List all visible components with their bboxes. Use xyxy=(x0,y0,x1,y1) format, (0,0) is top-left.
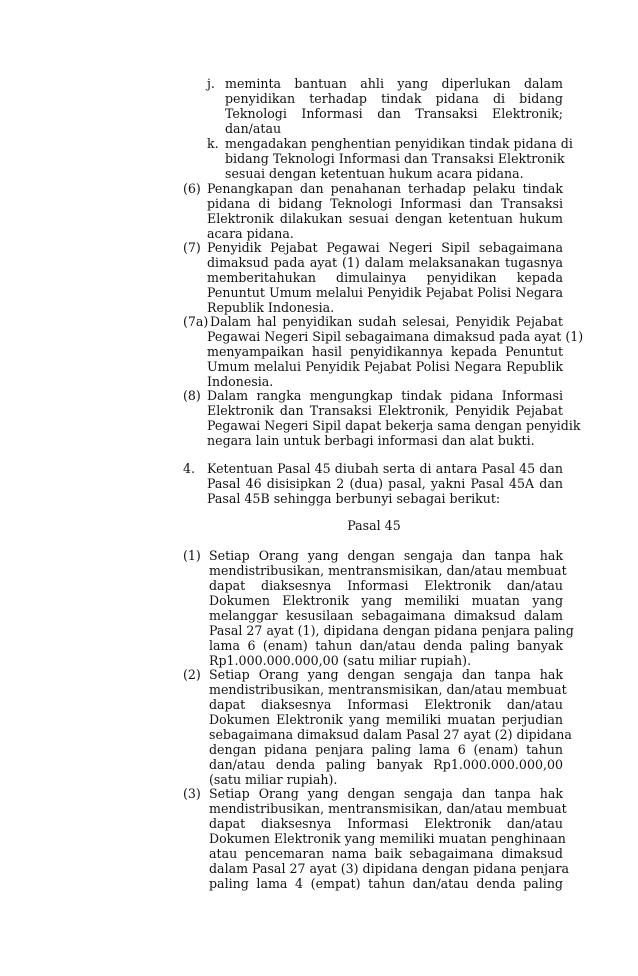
ayat-marker-7: (7) xyxy=(183,240,201,255)
ayat-1-line-4: Dokumen Elektronik yang memiliki muatan yang xyxy=(209,593,563,608)
item-k-line-3: sesuai dengan ketentuan hukum acara pidana. xyxy=(225,166,524,181)
item-k-line-1: mengadakan penghentian penyidikan tindak pidana di xyxy=(225,136,573,151)
ayat-7-line-5: Republik Indonesia. xyxy=(207,300,335,315)
ayat-7a-line-1: Dalam hal penyidikan sudah selesai, Penyidik Pejabat xyxy=(210,314,563,329)
ayat-8-line-1: Dalam rangka mengungkap tindak pidana Informasi xyxy=(207,388,563,403)
ayat-2-line-8: (satu miliar rupiah). xyxy=(209,772,338,787)
ayat-3-line-7: paling lama 4 (empat) tahun dan/atau denda paling xyxy=(209,876,563,891)
ayat-7a-line-3: menyampaikan hasil penyidikannya kepada Penuntut xyxy=(207,344,563,359)
ayat-6-line-1: Penangkapan dan penahanan terhadap pelaku tindak xyxy=(207,181,563,196)
ayat-7a-line-5: Indonesia. xyxy=(207,374,274,389)
ayat-3-line-2: mendistribusikan, mentransmisikan, dan/atau membuat xyxy=(209,801,567,816)
ayat-2-line-6: dengan pidana penjara paling lama 6 (enam) tahun xyxy=(209,742,563,757)
ayat-8-line-4: negara lain untuk berbagi informasi dan alat bukti. xyxy=(207,433,535,448)
ayat-1-line-2: mendistribusikan, mentransmisikan, dan/atau membuat xyxy=(209,563,567,578)
ayat-3-line-4: Dokumen Elektronik yang memiliki muatan penghinaan xyxy=(209,831,566,846)
item-marker-j: j. xyxy=(207,76,215,91)
ayat-6-line-4: acara pidana. xyxy=(207,226,294,241)
item-k-line-2: bidang Teknologi Informasi dan Transaksi Elektronik xyxy=(225,151,565,166)
ayat-2-line-3: dapat diaksesnya Informasi Elektronik dan/atau xyxy=(209,697,563,712)
pasal-heading: Pasal 45 xyxy=(347,518,401,533)
ayat-7-line-4: Penuntut Umum melalui Penyidik Pejabat Polisi Negara xyxy=(207,285,563,300)
ayat-8-line-3: Pegawai Negeri Sipil dapat bekerja sama dengan penyidik xyxy=(207,418,581,433)
ayat-marker-6: (6) xyxy=(183,181,201,196)
ayat-2-line-7: dan/atau denda paling banyak Rp1.000.000.000,00 xyxy=(209,757,563,772)
ayat-3-line-1: Setiap Orang yang dengan sengaja dan tanpa hak xyxy=(209,786,563,801)
item-marker-4: 4. xyxy=(183,461,196,476)
ayat-3-line-6: dalam Pasal 27 ayat (3) dipidana dengan pidana penjara xyxy=(209,861,570,876)
item-4-line-3: Pasal 45B sehingga berbunyi sebagai berikut: xyxy=(207,491,501,506)
item-j-line-2: penyidikan terhadap tindak pidana di bidang xyxy=(225,91,563,106)
item-j-line-3: Teknologi Informasi dan Transaksi Elektronik; xyxy=(225,106,563,121)
ayat-1-line-5: melanggar kesusilaan sebagaimana dimaksud dalam xyxy=(209,608,563,623)
ayat-6-line-2: pidana di bidang Teknologi Informasi dan Transaksi xyxy=(207,196,563,211)
item-j-line-1: meminta bantuan ahli yang diperlukan dalam xyxy=(225,76,563,91)
item-4-line-2: Pasal 46 disisipkan 2 (dua) pasal, yakni Pasal 45A dan xyxy=(207,476,563,491)
ayat-3-line-3: dapat diaksesnya Informasi Elektronik dan/atau xyxy=(209,816,563,831)
item-j-line-4: dan/atau xyxy=(225,121,282,136)
ayat-7-line-2: dimaksud pada ayat (1) dalam melaksanakan tugasnya xyxy=(207,255,563,270)
ayat-1-line-7: lama 6 (enam) tahun dan/atau denda paling banyak xyxy=(209,638,563,653)
ayat-1-line-8: Rp1.000.000.000,00 (satu miliar rupiah). xyxy=(209,653,472,668)
ayat-7a-line-2: Pegawai Negeri Sipil sebagaimana dimaksud pada ayat (1) xyxy=(207,329,584,344)
ayat-2-line-4: Dokumen Elektronik yang memiliki muatan perjudian xyxy=(209,712,563,727)
ayat-8-line-2: Elektronik dan Transaksi Elektronik, Penyidik Pejabat xyxy=(207,403,563,418)
ayat-6-line-3: Elektronik dilakukan sesuai dengan ketentuan hukum xyxy=(207,211,563,226)
ayat-1-line-1: Setiap Orang yang dengan sengaja dan tanpa hak xyxy=(209,548,563,563)
ayat-1-line-3: dapat diaksesnya Informasi Elektronik dan/atau xyxy=(209,578,563,593)
ayat-marker-8: (8) xyxy=(183,388,201,403)
ayat-marker-1: (1) xyxy=(183,548,201,563)
ayat-marker-3: (3) xyxy=(183,786,201,801)
item-4-line-1: Ketentuan Pasal 45 diubah serta di antara Pasal 45 dan xyxy=(207,461,563,476)
ayat-2-line-5: sebagaimana dimaksud dalam Pasal 27 ayat (2) dipidana xyxy=(209,727,572,742)
item-marker-k: k. xyxy=(207,136,219,151)
ayat-7-line-3: memberitahukan dimulainya penyidikan kepada xyxy=(207,270,563,285)
ayat-1-line-6: Pasal 27 ayat (1), dipidana dengan pidana penjara paling xyxy=(209,623,574,638)
ayat-7a-line-4: Umum melalui Penyidik Pejabat Polisi Negara Republik xyxy=(207,359,563,374)
ayat-7-line-1: Penyidik Pejabat Pegawai Negeri Sipil sebagaimana xyxy=(207,240,563,255)
ayat-marker-7a: (7a) xyxy=(183,314,209,329)
ayat-2-line-2: mendistribusikan, mentransmisikan, dan/atau membuat xyxy=(209,682,567,697)
ayat-3-line-5: atau pencemaran nama baik sebagaimana dimaksud xyxy=(209,846,563,861)
ayat-2-line-1: Setiap Orang yang dengan sengaja dan tanpa hak xyxy=(209,667,563,682)
ayat-marker-2: (2) xyxy=(183,667,201,682)
